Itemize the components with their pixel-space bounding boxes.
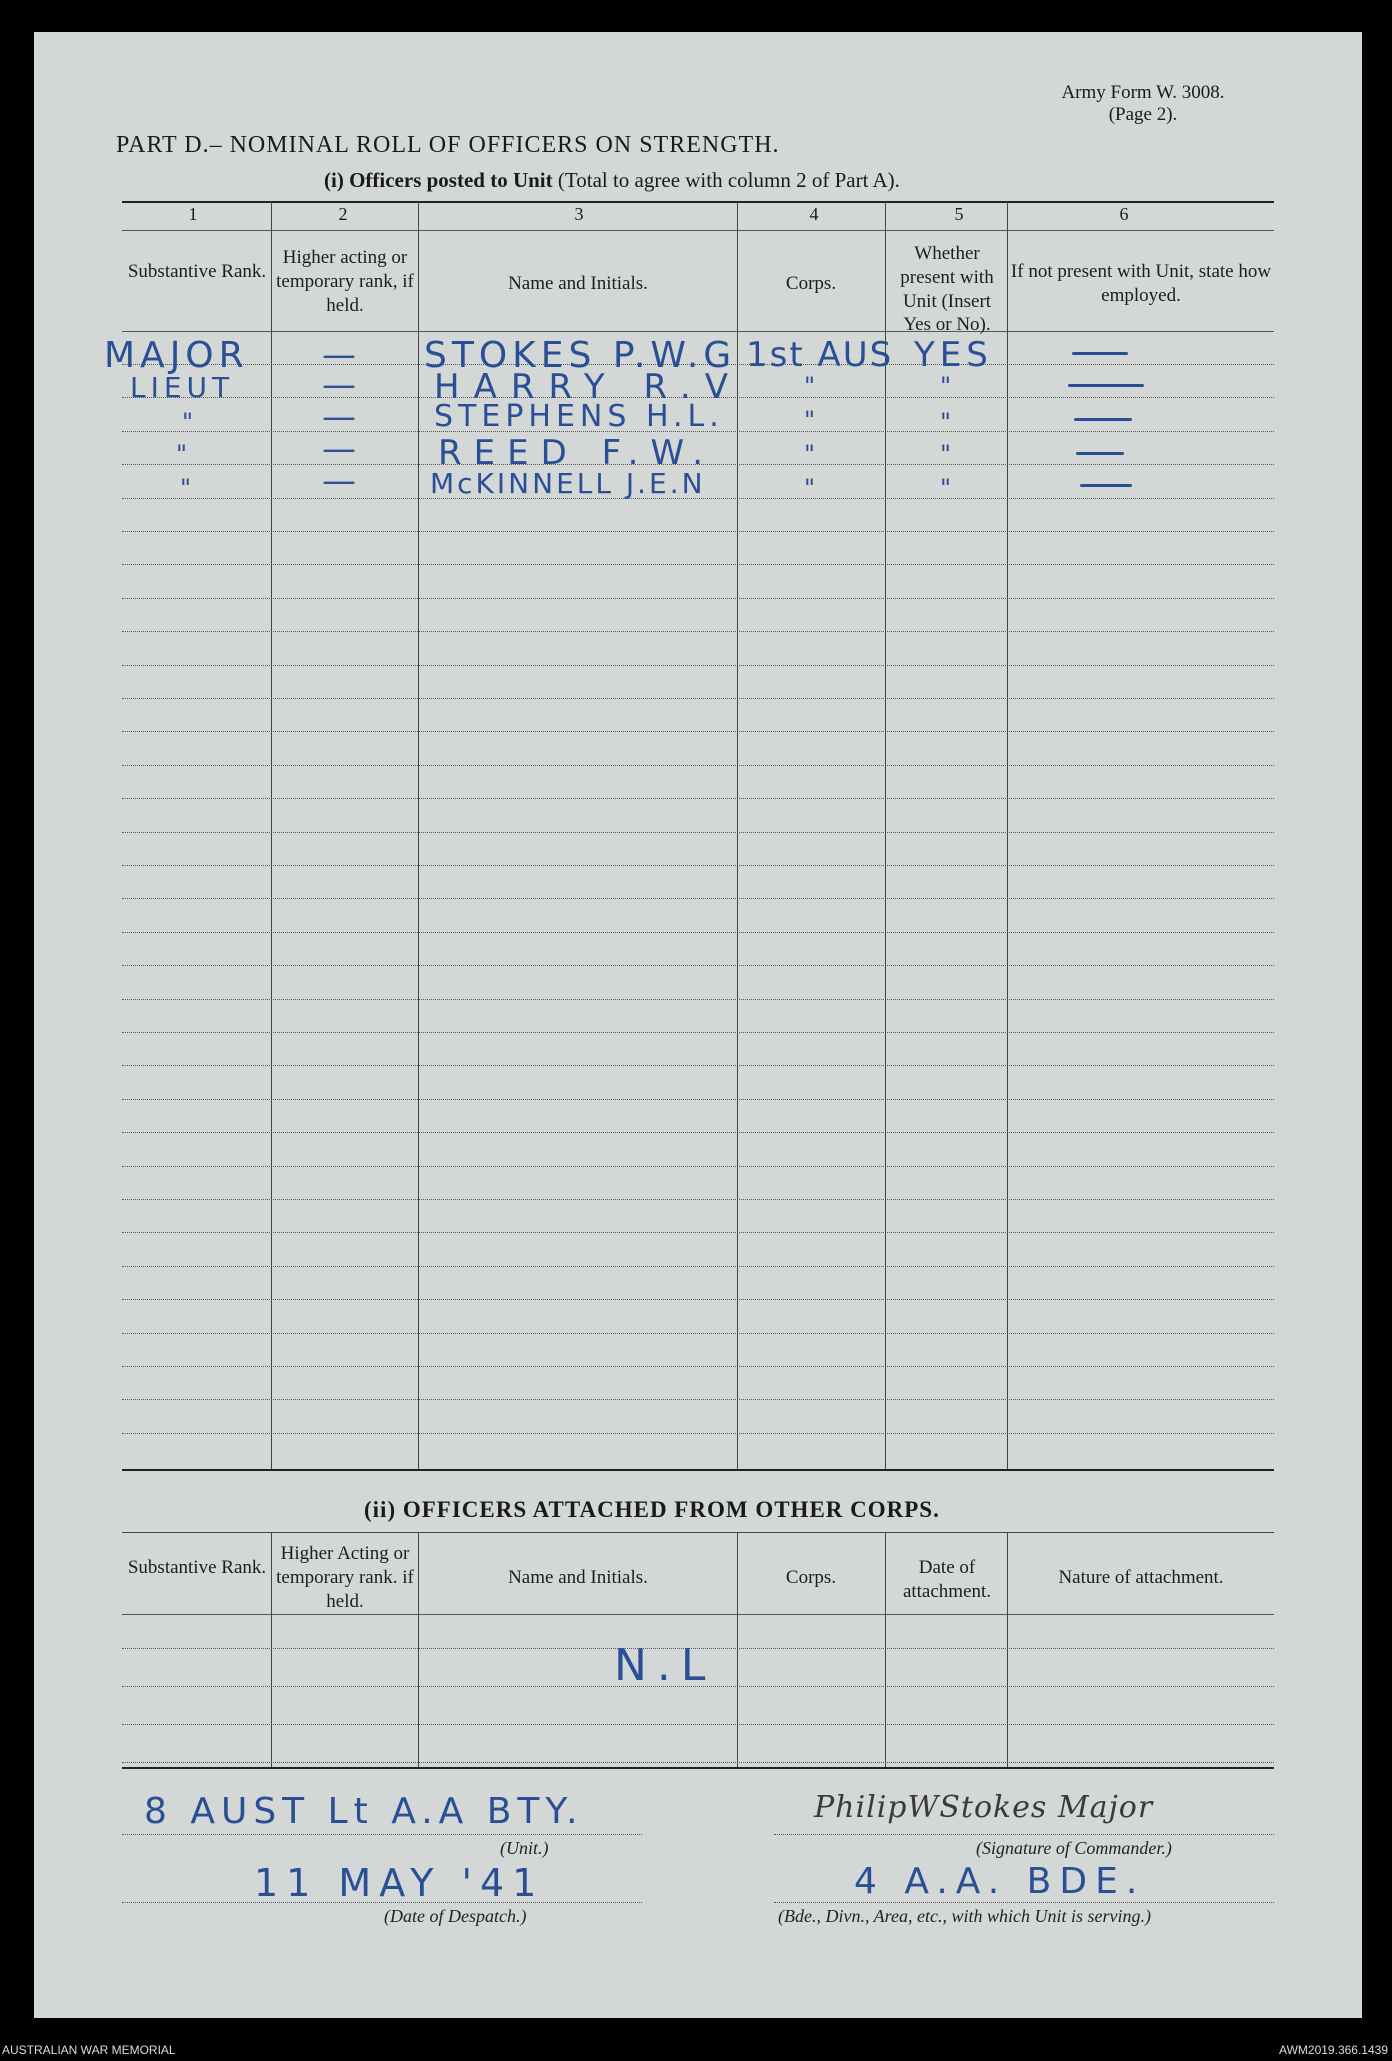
row-ruling [122, 798, 1274, 799]
row-ruling [122, 531, 1274, 532]
row-ruling [122, 598, 1274, 599]
row-ruling [122, 1065, 1274, 1066]
entry-corps: " [804, 440, 821, 468]
entry-name: STOKES P.W.G [424, 335, 737, 376]
col-number-4: 4 [809, 204, 819, 224]
unit-value: 8 AUST Lt A.A BTY. [144, 1791, 584, 1832]
credit-right: AWM2019.366.1439 [1279, 2043, 1388, 2057]
table1-divider-5 [1007, 202, 1008, 1469]
table1-divider-4 [885, 202, 886, 1469]
table1-bottom-rule [122, 1469, 1274, 1471]
row-ruling [122, 698, 1274, 699]
signature-line [774, 1834, 1274, 1835]
date-value: 11 MAY '41 [254, 1861, 545, 1905]
row-ruling [122, 1132, 1274, 1133]
entry-present: " [940, 474, 957, 502]
row-ruling [122, 1099, 1274, 1100]
t2-header-date-attachment: Date of attachment. [902, 1557, 992, 1602]
unit-line [122, 1834, 642, 1835]
table1-divider-2 [418, 202, 419, 1469]
header-present-with-unit: Whether present with Unit (Insert Yes or No). [900, 243, 994, 336]
entry-rank: " [176, 440, 193, 468]
entry-employed-dash [1074, 418, 1132, 421]
row-ruling [122, 1724, 1274, 1725]
row-ruling [122, 564, 1274, 565]
header-substantive-rank: Substantive Rank. [127, 261, 267, 282]
t2-header-higher-rank: Higher Acting or temporary rank. if held. [276, 1543, 414, 1612]
table2-header-rule [122, 1614, 1274, 1615]
entry-employed-dash [1076, 452, 1124, 455]
row-ruling [122, 999, 1274, 1000]
entry-higher-rank: — [322, 397, 361, 437]
bde-value: 4 A.A. BDE. [854, 1861, 1146, 1902]
section1-note: (Total to agree with column 2 of Part A). [557, 168, 900, 192]
date-label: (Date of Despatch.) [384, 1906, 527, 1926]
entry-name: HARRY R.V [434, 367, 742, 407]
entry-corps: " [804, 474, 821, 502]
row-ruling [122, 1232, 1274, 1233]
row-ruling [122, 631, 1274, 632]
entry-corps: " [804, 406, 821, 434]
header-rule [122, 331, 1274, 332]
t2-header-corps: Corps. [785, 1567, 837, 1588]
header-higher-rank: Higher acting or temporary rank, if held. [276, 247, 414, 316]
row-ruling [122, 731, 1274, 732]
row-ruling [122, 1399, 1274, 1400]
form-id-block [998, 82, 1288, 126]
table2-divider-5 [1007, 1532, 1008, 1767]
section2-title: (ii) OFFICERS ATTACHED FROM OTHER CORPS. [364, 1497, 940, 1522]
entry-higher-rank: — [322, 335, 361, 375]
col-number-5: 5 [954, 204, 964, 224]
t2-header-nature-attachment: Nature of attachment. [1058, 1567, 1224, 1588]
credit-left: AUSTRALIAN WAR MEMORIAL [2, 2043, 176, 2057]
table1-divider-1 [271, 202, 272, 1469]
row-ruling [122, 898, 1274, 899]
section1-title: (i) Officers posted to Unit [324, 168, 553, 192]
entry-present: YES [914, 335, 993, 375]
row-ruling [122, 1266, 1274, 1267]
date-line [122, 1902, 642, 1903]
table2-top-rule [122, 1532, 1274, 1533]
header-name-initials: Name and Initials. [508, 273, 648, 294]
row-ruling [122, 1299, 1274, 1300]
entry-present: " [940, 372, 957, 400]
unit-label: (Unit.) [500, 1838, 549, 1858]
entry-present: " [940, 440, 957, 468]
entry-present: " [940, 408, 957, 436]
col-number-3: 3 [574, 204, 584, 224]
entry-name: REED F.W. [438, 433, 716, 473]
entry-corps: " [804, 372, 821, 400]
row-ruling [122, 1166, 1274, 1167]
entry-corps: 1st AUS [746, 335, 894, 375]
row-ruling [122, 1199, 1274, 1200]
table1-top-rule [122, 201, 1274, 203]
signature-label: (Signature of Commander.) [976, 1838, 1172, 1858]
row-ruling [122, 865, 1274, 866]
table2-divider-2 [418, 1532, 419, 1767]
table2-bottom-rule [122, 1767, 1274, 1769]
entry-rank: MAJOR [104, 335, 249, 376]
table2-divider-4 [885, 1532, 886, 1767]
row-ruling [122, 1032, 1274, 1033]
form-paper [34, 32, 1362, 2018]
section1-heading [324, 168, 900, 193]
header-corps: Corps. [785, 273, 837, 294]
nil-entry: N.L [614, 1640, 716, 1691]
commander-signature: PhilipWStokes Major [814, 1790, 1154, 1825]
colnum-rule [122, 230, 1274, 231]
t2-header-substantive-rank: Substantive Rank. [127, 1557, 267, 1578]
col-number-2: 2 [338, 204, 348, 224]
row-ruling [122, 932, 1274, 933]
entry-name: McKINNELL J.E.N [430, 467, 706, 500]
col-number-1: 1 [188, 204, 198, 224]
form-id: Army Form W. 3008. [1061, 82, 1225, 103]
entry-higher-rank: — [322, 429, 361, 469]
table2-divider-3 [737, 1532, 738, 1767]
row-ruling [122, 965, 1274, 966]
row-ruling [122, 1433, 1274, 1434]
row-ruling [122, 765, 1274, 766]
entry-employed-dash [1072, 352, 1128, 355]
bde-label: (Bde., Divn., Area, etc., with which Unit is serving.) [778, 1906, 1151, 1926]
entry-employed-dash [1080, 484, 1132, 487]
row-ruling [122, 1366, 1274, 1367]
row-ruling [122, 665, 1274, 666]
entry-higher-rank: — [322, 365, 361, 405]
entry-employed-dash [1068, 384, 1144, 387]
header-how-employed: If not present with Unit, state how employed. [1010, 261, 1272, 306]
col-number-6: 6 [1119, 204, 1129, 224]
t2-header-name-initials: Name and Initials. [508, 1567, 648, 1588]
table2-divider-1 [271, 1532, 272, 1767]
part-d-title: PART D.– NOMINAL ROLL OF OFFICERS ON STRENGTH. [116, 132, 780, 158]
row-ruling [122, 1762, 1274, 1763]
entry-name: STEPHENS H.L. [434, 399, 724, 434]
entry-rank: " [180, 474, 197, 502]
entry-rank: " [182, 408, 199, 436]
entry-rank: LIEUT [130, 371, 235, 404]
form-page: (Page 2). [1108, 103, 1178, 125]
row-ruling [122, 832, 1274, 833]
row-ruling [122, 1333, 1274, 1334]
bde-line [774, 1902, 1274, 1903]
entry-higher-rank: — [322, 461, 361, 501]
